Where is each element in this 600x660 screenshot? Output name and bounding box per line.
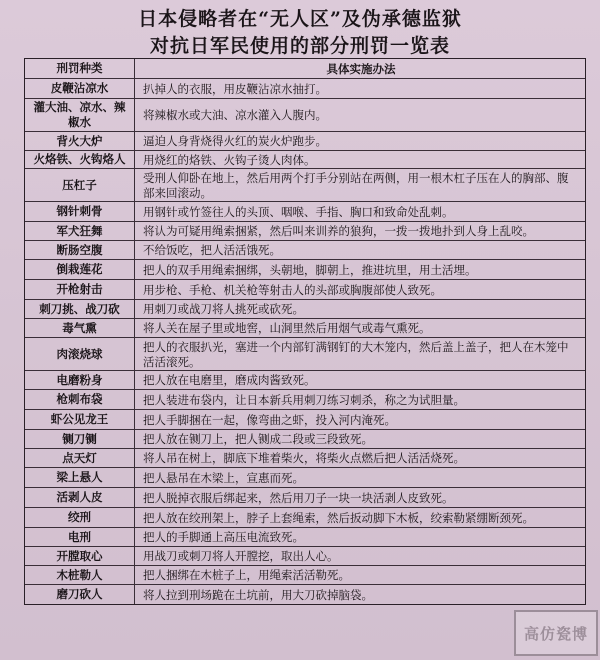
punishment-name: 点天灯 (25, 449, 135, 467)
punishment-name: 梁上悬人 (25, 468, 135, 487)
table-row (25, 98, 585, 131)
punishment-name: 钢针刺骨 (25, 202, 135, 221)
punishment-name: 毒气熏 (25, 319, 135, 337)
punishment-method: 将人关在屋子里或地窖，山洞里然后用烟气或毒气熏死。 (143, 321, 431, 335)
stamp-text: 高仿瓷博 (523, 624, 588, 643)
punishment-name: 虾公见龙王 (25, 410, 135, 429)
table-row (25, 448, 585, 467)
punishment-name: 电刑 (25, 528, 135, 546)
table-row (25, 546, 585, 565)
punishment-name: 压杠子 (25, 169, 135, 201)
table-row (25, 507, 585, 527)
table-row (25, 168, 585, 201)
table-row (25, 279, 585, 299)
title-line-1: 日本侵略者在“无人区”及伪承德监狱 (138, 8, 462, 30)
punishment-method: 用刺刀或战刀将人挑死或砍死。 (143, 302, 304, 316)
header-punishment-type: 刑罚种类 (25, 59, 135, 78)
punishment-method: 把人放在电磨里，磨成肉酱致死。 (143, 373, 316, 387)
table-row (25, 221, 585, 240)
punishment-method: 把人悬吊在木梁上，宣惠而死。 (143, 470, 304, 485)
table-row (25, 201, 585, 221)
punishment-name: 铡刀铡 (25, 430, 135, 448)
watermark-stamp (514, 610, 598, 656)
punishment-name: 活剥人皮 (25, 488, 135, 507)
punishment-method: 用步枪、手枪、机关枪等射击人的头部或胸腹部使人致死。 (143, 282, 442, 297)
punishment-name: 火烙铁、火钩烙人 (25, 151, 135, 168)
punishment-method: 将人吊在树上，脚底下堆着柴火，将柴火点燃后把人活活烧死。 (143, 451, 465, 465)
punishment-method: 把人的双手用绳索捆绑，头朝地，脚朝上，推进坑里，用土活埋。 (143, 262, 477, 277)
document-title (0, 6, 600, 60)
punishment-method: 扒掉人的衣服，用皮鞭沾凉水抽打。 (143, 81, 327, 96)
punishment-name: 磨刀砍人 (25, 585, 135, 604)
table-row (25, 240, 585, 259)
punishment-method: 把人捆绑在木桩子上，用绳索活活勒死。 (143, 568, 350, 582)
punishment-method: 用钢针或竹签往人的头顶、咽喉、手指、胸口和致命处乱刺。 (143, 204, 454, 219)
punishment-table (24, 58, 586, 605)
punishment-name: 倒栽莲花 (25, 260, 135, 279)
table-row (25, 131, 585, 150)
punishment-name: 刺刀挑、战刀砍 (25, 300, 135, 318)
punishment-method: 把人放在绞刑架上，脖子上套绳索，然后扳动脚下木板，绞索勒紧绷断颈死。 (143, 510, 534, 525)
punishment-name: 背火大炉 (25, 132, 135, 150)
punishment-name: 木桩勒人 (25, 566, 135, 584)
table-row (25, 527, 585, 546)
table-header-row (25, 59, 585, 78)
header-method: 具体实施办法 (326, 61, 396, 76)
punishment-name: 军犬狂舞 (25, 222, 135, 240)
punishment-method: 不给饭吃，把人活活饿死。 (143, 243, 281, 257)
punishment-name: 皮鞭沾凉水 (25, 79, 135, 98)
punishment-method: 将人拉到刑场跪在土坑前，用大刀砍掉脑袋。 (143, 587, 373, 602)
punishment-name: 开枪射击 (25, 280, 135, 299)
title-line-2: 对抗日军民使用的部分刑罚一览表 (149, 35, 450, 57)
punishment-method: 把人手脚捆在一起，像弯曲之虾，投入河内淹死。 (143, 412, 396, 427)
punishment-method: 将辣椒水或大油、凉水灌入人腹内。 (143, 108, 327, 122)
punishment-method: 把人装进布袋内，让日本新兵用刺刀练习刺杀，称之为试胆量。 (143, 392, 465, 407)
table-row (25, 259, 585, 279)
punishment-name: 电磨粉身 (25, 371, 135, 389)
table-row (25, 370, 585, 389)
table-row (25, 565, 585, 584)
table-row (25, 429, 585, 448)
punishment-method: 把人脱掉衣服后绑起来，然后用刀子一块一块活剥人皮致死。 (143, 490, 454, 505)
table-row (25, 299, 585, 318)
punishment-method: 用战刀或刺刀将人开膛挖，取出人心。 (143, 549, 339, 563)
punishment-method: 用烧红的烙铁、火钩子烫人肉体。 (143, 152, 316, 167)
table-row (25, 78, 585, 98)
punishment-method: 把人的手脚通上高压电流致死。 (143, 530, 304, 544)
table-row (25, 409, 585, 429)
punishment-method: 受刑人仰卧在地上，然后用两个打手分别站在两侧，用一根木杠子压在人的胸部、腹部来回滚动。 (143, 170, 569, 200)
punishment-method: 把人放在铡刀上，把人铡成二段或三段致死。 (143, 432, 373, 446)
punishment-name: 枪刺布袋 (25, 390, 135, 409)
punishment-name: 开膛取心 (25, 547, 135, 565)
punishment-method: 逼迫人身背烧得火红的炭火炉跑步。 (143, 134, 327, 148)
table-row (25, 337, 585, 370)
table-row (25, 467, 585, 487)
punishment-name: 断肠空腹 (25, 241, 135, 259)
punishment-method: 把人的衣服扒光，塞进一个内部钉满钢钉的大木笼内，然后盖上盖子，把人在木笼中活活滚死。 (143, 339, 569, 369)
punishment-method: 将认为可疑用绳索捆紧，然后叫来训养的狼狗，一拨一拨地扑到人身上乱咬。 (143, 224, 534, 238)
table-row (25, 584, 585, 604)
punishment-name: 肉滚烧球 (25, 338, 135, 370)
punishment-name: 灌大油、凉水、辣椒水 (25, 99, 135, 131)
table-row (25, 150, 585, 168)
table-row (25, 389, 585, 409)
punishment-name: 绞刑 (25, 508, 135, 527)
table-row (25, 487, 585, 507)
table-row (25, 318, 585, 337)
